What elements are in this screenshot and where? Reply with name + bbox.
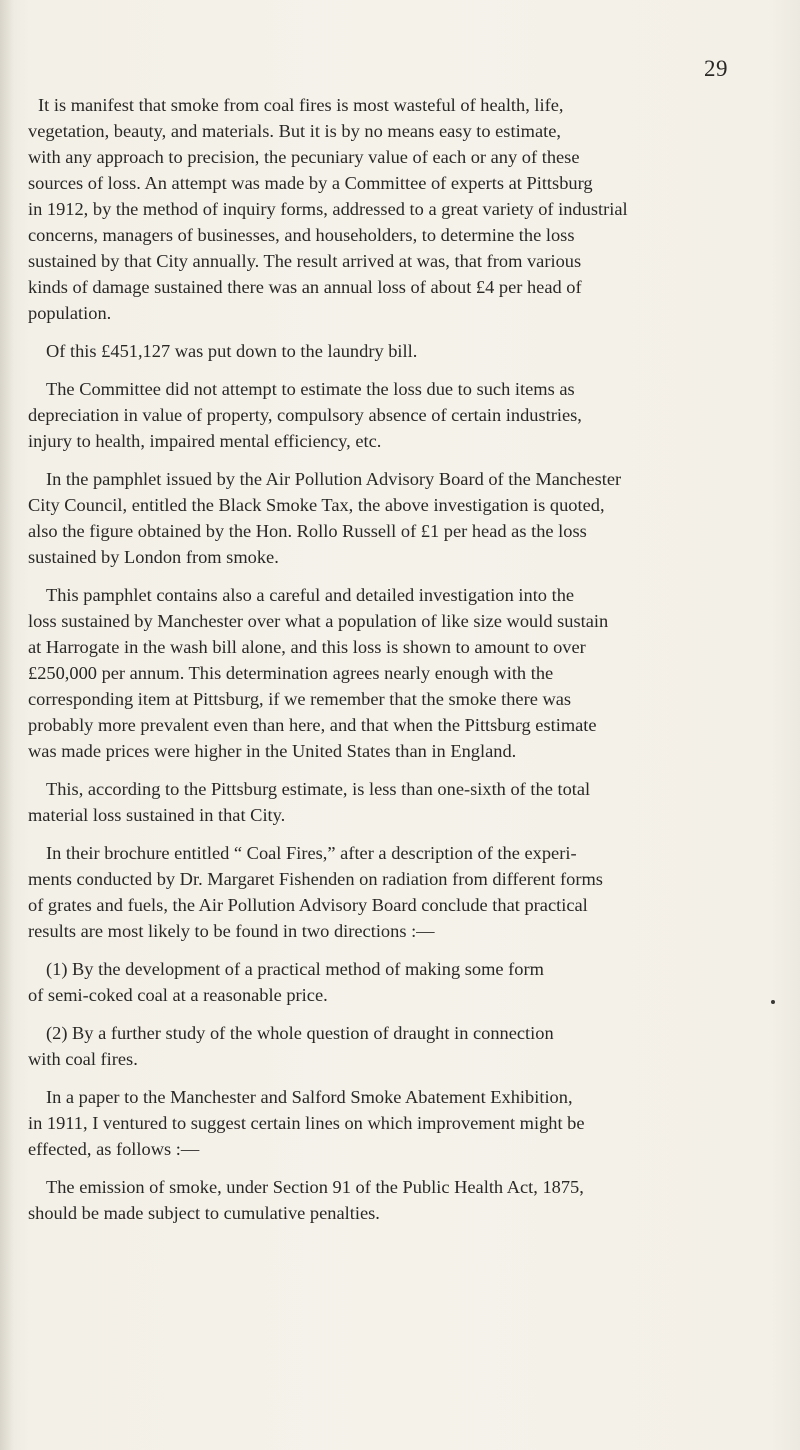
text-line: of semi-coked coal at a reasonable price. [28,985,328,1005]
page-edge-shadow [0,0,14,1450]
text-line: at Harrogate in the wash bill alone, and this loss is shown to amount to over [28,637,586,657]
text-line: The Committee did not attempt to estimate the loss due to such items as [46,379,575,399]
text-line: kinds of damage sustained there was an annual loss of about £4 per head of [28,277,582,297]
text-line: results are most likely to be found in two directions :— [28,921,435,941]
text-line: In the pamphlet issued by the Air Pollution Advisory Board of the Manchester [46,469,622,489]
text-line: in 1912, by the method of inquiry forms, addressed to a great variety of industrial [28,199,628,219]
text-line: (1) By the development of a practical method of making some form [46,959,544,979]
text-line: injury to health, impaired mental efficiency, etc. [28,431,382,451]
text-line: effected, as follows :— [28,1139,200,1159]
scan-speck [771,1000,775,1004]
text-line: of grates and fuels, the Air Pollution Advisory Board conclude that practical [28,895,588,915]
text-line: depreciation in value of property, compulsory absence of certain industries, [28,405,582,425]
text-line: corresponding item at Pittsburg, if we remember that the smoke there was [28,689,572,709]
text-line: sustained by London from smoke. [28,547,279,567]
text-line: probably more prevalent even than here, and that when the Pittsburg estimate [28,715,597,735]
text-line: ments conducted by Dr. Margaret Fishenden on radiation from different forms [28,869,603,889]
text-line: In a paper to the Manchester and Salford Smoke Abatement Exhibition, [46,1087,573,1107]
text-line: with coal fires. [28,1049,138,1069]
text-line: £250,000 per annum. This determination agrees nearly enough with the [28,663,554,683]
text-line: This, according to the Pittsburg estimate, is less than one-sixth of the total [46,779,591,799]
text-line: concerns, managers of businesses, and householders, to determine the loss [28,225,575,245]
text-line: It is manifest that smoke from coal fires is most wasteful of health, life, [38,95,564,115]
text-line: loss sustained by Manchester over what a population of like size would sustain [28,611,609,631]
text-line: vegetation, beauty, and materials. But it is by no means easy to estimate, [28,121,562,141]
text-line: This pamphlet contains also a careful and detailed investigation into the [46,585,575,605]
text-line: City Council, entitled the Black Smoke Tax, the above investigation is quoted, [28,495,605,515]
text-line: (2) By a further study of the whole question of draught in connection [46,1023,554,1043]
text-line: should be made subject to cumulative penalties. [28,1203,380,1223]
text-line: also the figure obtained by the Hon. Rollo Russell of £1 per head as the loss [28,521,587,541]
text-line: with any approach to precision, the pecuniary value of each or any of these [28,147,580,167]
text-line: Of this £451,127 was put down to the laundry bill. [46,341,418,361]
text-line: material loss sustained in that City. [28,805,286,825]
page-number: 29 [704,56,728,81]
text-line: in 1911, I ventured to suggest certain lines on which improvement might be [28,1113,585,1133]
text-line: was made prices were higher in the United States than in England. [28,741,517,761]
text-line: sources of loss. An attempt was made by a Committee of experts at Pittsburg [28,173,593,193]
text-line: In their brochure entitled “ Coal Fires,” after a description of the experi- [46,843,577,863]
text-line: sustained by that City annually. The result arrived at was, that from various [28,251,582,271]
text-line: The emission of smoke, under Section 91 of the Public Health Act, 1875, [46,1177,584,1197]
text-line: population. [28,303,112,323]
